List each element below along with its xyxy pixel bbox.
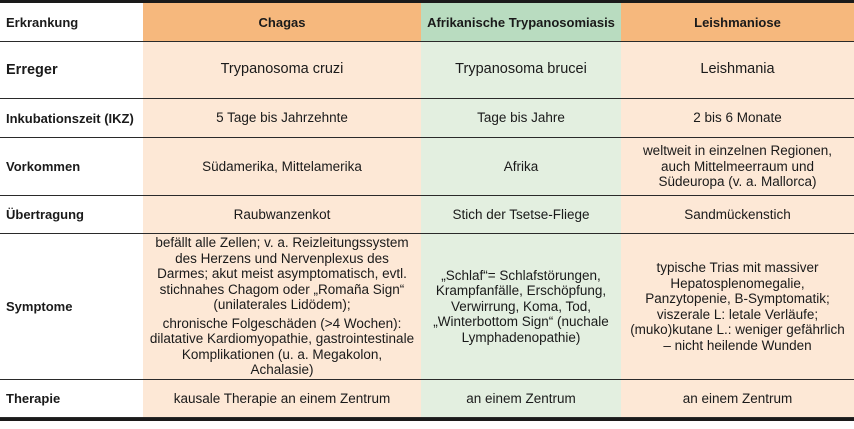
cell-vorkommen-afrika: Afrika — [421, 138, 621, 196]
row-label-vorkommen: Vorkommen — [0, 138, 143, 196]
row-label-therapie: Therapie — [0, 380, 143, 418]
cell-ikz-leish: 2 bis 6 Monate — [621, 99, 854, 138]
cell-erreger-chagas: Trypanosoma cruzi — [143, 42, 421, 99]
cell-symptome-afrika: „Schlaf“= Schlafstörungen, Krampfanfälle, Erschöpfung, Verwirrung, Koma, Tod, „Winterbottom Sign“ (nuchale Lymphadenopathie) — [421, 234, 621, 380]
row-label-erreger: Erreger — [0, 42, 143, 99]
bottom-rule — [0, 418, 854, 421]
cell-therapie-chagas: kausale Therapie an einem Zentrum — [143, 380, 421, 418]
cell-ikz-afrika: Tage bis Jahre — [421, 99, 621, 138]
cell-symptome-chagas — [143, 234, 421, 380]
row-vorkommen — [0, 138, 854, 196]
cell-uebertragung-leish: Sandmückenstich — [621, 196, 854, 234]
row-label-uebertragung: Übertragung — [0, 196, 143, 234]
cell-symptome-leish: typische Trias mit massiver Hepatosplenomegalie, Panzytopenie, B-Symptomatik; viszerale L: letale Verläufe; (muko)kutane L.: weniger gefährlich – nicht heilende Wunden — [621, 234, 854, 380]
cell-erreger-afrika: Trypanosoma brucei — [421, 42, 621, 99]
symptome-chagas-akut: befällt alle Zellen; v. a. Reizleitungssystem des Herzens und Nervenplexus des Darmes; akut meist asymptomatisch, evtl. stichnahes Chagom oder „Romaña Sign“ (unilaterales Lidödem); — [155, 235, 409, 313]
header-erkrankung: Erkrankung — [0, 3, 143, 42]
header-afrikanische-trypanosomiasis: Afrikanische Trypanosomiasis — [421, 3, 621, 42]
row-erreger — [0, 42, 854, 99]
cell-erreger-leish: Leishmania — [621, 42, 854, 99]
symptome-chagas-chronisch: chronische Folgeschäden (>4 Wochen): dilatative Kardiomyopathie, gastrointestinale Komplikationen (u. a. Megakolon, Achalasie) — [149, 315, 415, 378]
row-symptome — [0, 234, 854, 380]
disease-comparison-table — [0, 3, 854, 418]
cell-therapie-leish: an einem Zentrum — [621, 380, 854, 418]
header-chagas: Chagas — [143, 3, 421, 42]
row-uebertragung — [0, 196, 854, 234]
row-ikz — [0, 99, 854, 138]
row-label-symptome: Symptome — [0, 234, 143, 380]
cell-uebertragung-chagas: Raubwanzenkot — [143, 196, 421, 234]
cell-vorkommen-chagas: Südamerika, Mittelamerika — [143, 138, 421, 196]
cell-therapie-afrika: an einem Zentrum — [421, 380, 621, 418]
header-leishmaniose: Leishmaniose — [621, 3, 854, 42]
cell-vorkommen-leish: weltweit in einzelnen Regionen, auch Mittelmeerraum und Südeuropa (v. a. Mallorca) — [621, 138, 854, 196]
cell-ikz-chagas: 5 Tage bis Jahrzehnte — [143, 99, 421, 138]
cell-uebertragung-afrika: Stich der Tsetse-Fliege — [421, 196, 621, 234]
row-label-ikz: Inkubationszeit (IKZ) — [0, 99, 143, 138]
row-therapie — [0, 380, 854, 418]
header-row — [0, 3, 854, 42]
